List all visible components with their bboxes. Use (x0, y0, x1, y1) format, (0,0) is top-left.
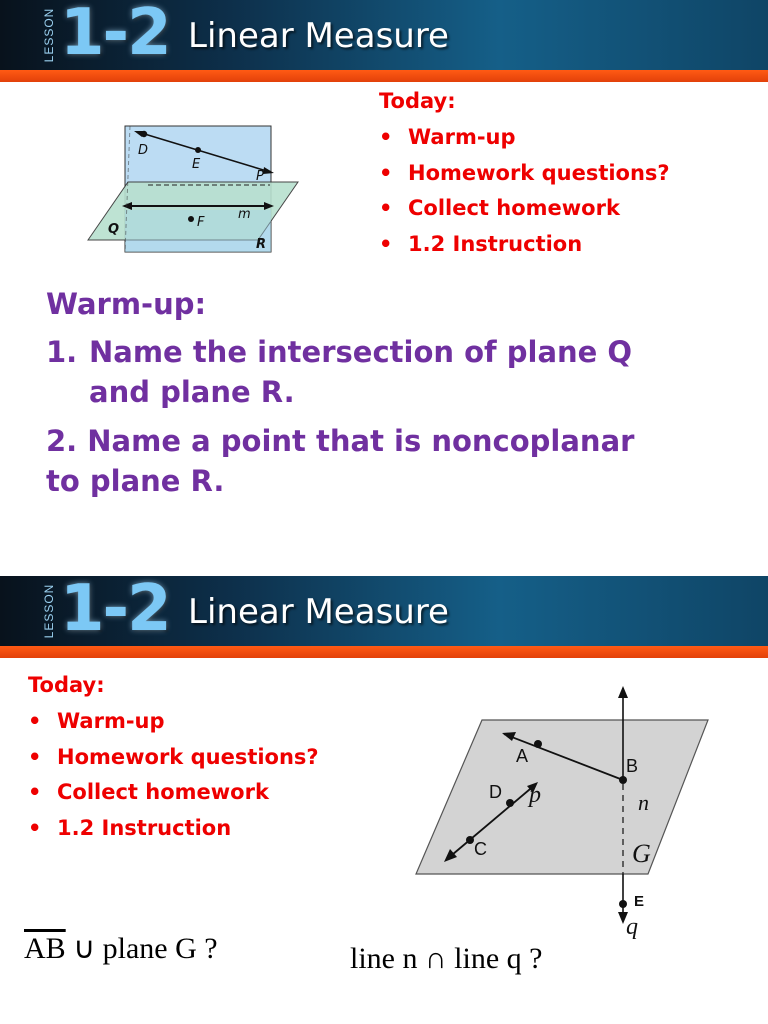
warmup-question-2: 2. Name a point that is noncoplanar to plane R. (46, 424, 635, 498)
planes-figure (86, 120, 302, 260)
warmup-section (46, 284, 746, 501)
today-agenda (379, 86, 670, 262)
banner-stripe (0, 646, 768, 658)
line-n-label: n (638, 790, 649, 815)
point-B-label: B (626, 756, 639, 776)
banner-stripe (0, 70, 768, 82)
slide-gap (0, 540, 768, 576)
agenda-item: • Homework questions? (28, 744, 319, 769)
plane-G-label: G (632, 839, 651, 868)
warmup-heading: Warm-up: (46, 287, 207, 321)
lesson-number: 1-2 (60, 0, 170, 70)
lesson-number: 1-2 (60, 576, 170, 646)
agenda-item: • 1.2 Instruction (28, 815, 232, 840)
plane-g-figure (412, 680, 720, 940)
agenda-item: • Collect homework (28, 780, 269, 804)
lesson-title: Linear Measure (188, 592, 449, 632)
lesson-banner (0, 576, 768, 646)
today-heading: Today: (379, 89, 456, 113)
line-p-label: p (529, 782, 541, 808)
point-C-label: C (474, 839, 487, 859)
agenda-item: • Homework questions? (379, 160, 670, 185)
line-P-label: P (256, 169, 264, 184)
agenda-item: • 1.2 Instruction (379, 231, 583, 256)
warmup-question-1: 1. Name the intersection of plane Q and plane R. (46, 335, 633, 409)
line-m-label: m (238, 207, 251, 222)
point-F-label: F (197, 215, 205, 230)
today-heading: Today: (28, 673, 105, 697)
agenda-item: • Collect homework (379, 196, 620, 220)
question-n-intersect-q: line n ∩ line q ? (350, 942, 543, 975)
line-q-label: q (626, 914, 638, 940)
point-E-label: E (634, 893, 645, 910)
lesson-tag: LESSON (42, 583, 56, 639)
agenda-item: • Warm-up (28, 709, 165, 733)
point-A-label: A (516, 746, 529, 766)
point-D-label: D (138, 143, 149, 158)
lesson-banner (0, 0, 768, 70)
plane-R-label: R (256, 237, 267, 252)
lesson-title: Linear Measure (188, 16, 449, 56)
point-D-label: D (489, 782, 502, 802)
plane-Q-label: Q (108, 222, 120, 237)
today-agenda (28, 670, 319, 846)
lesson-tag: LESSON (42, 7, 56, 63)
question-ab-union-plane: $\overline{AB}$ ∪ plane G ? (24, 932, 218, 965)
point-E-label: E (192, 157, 201, 172)
agenda-item: • Warm-up (379, 125, 516, 149)
